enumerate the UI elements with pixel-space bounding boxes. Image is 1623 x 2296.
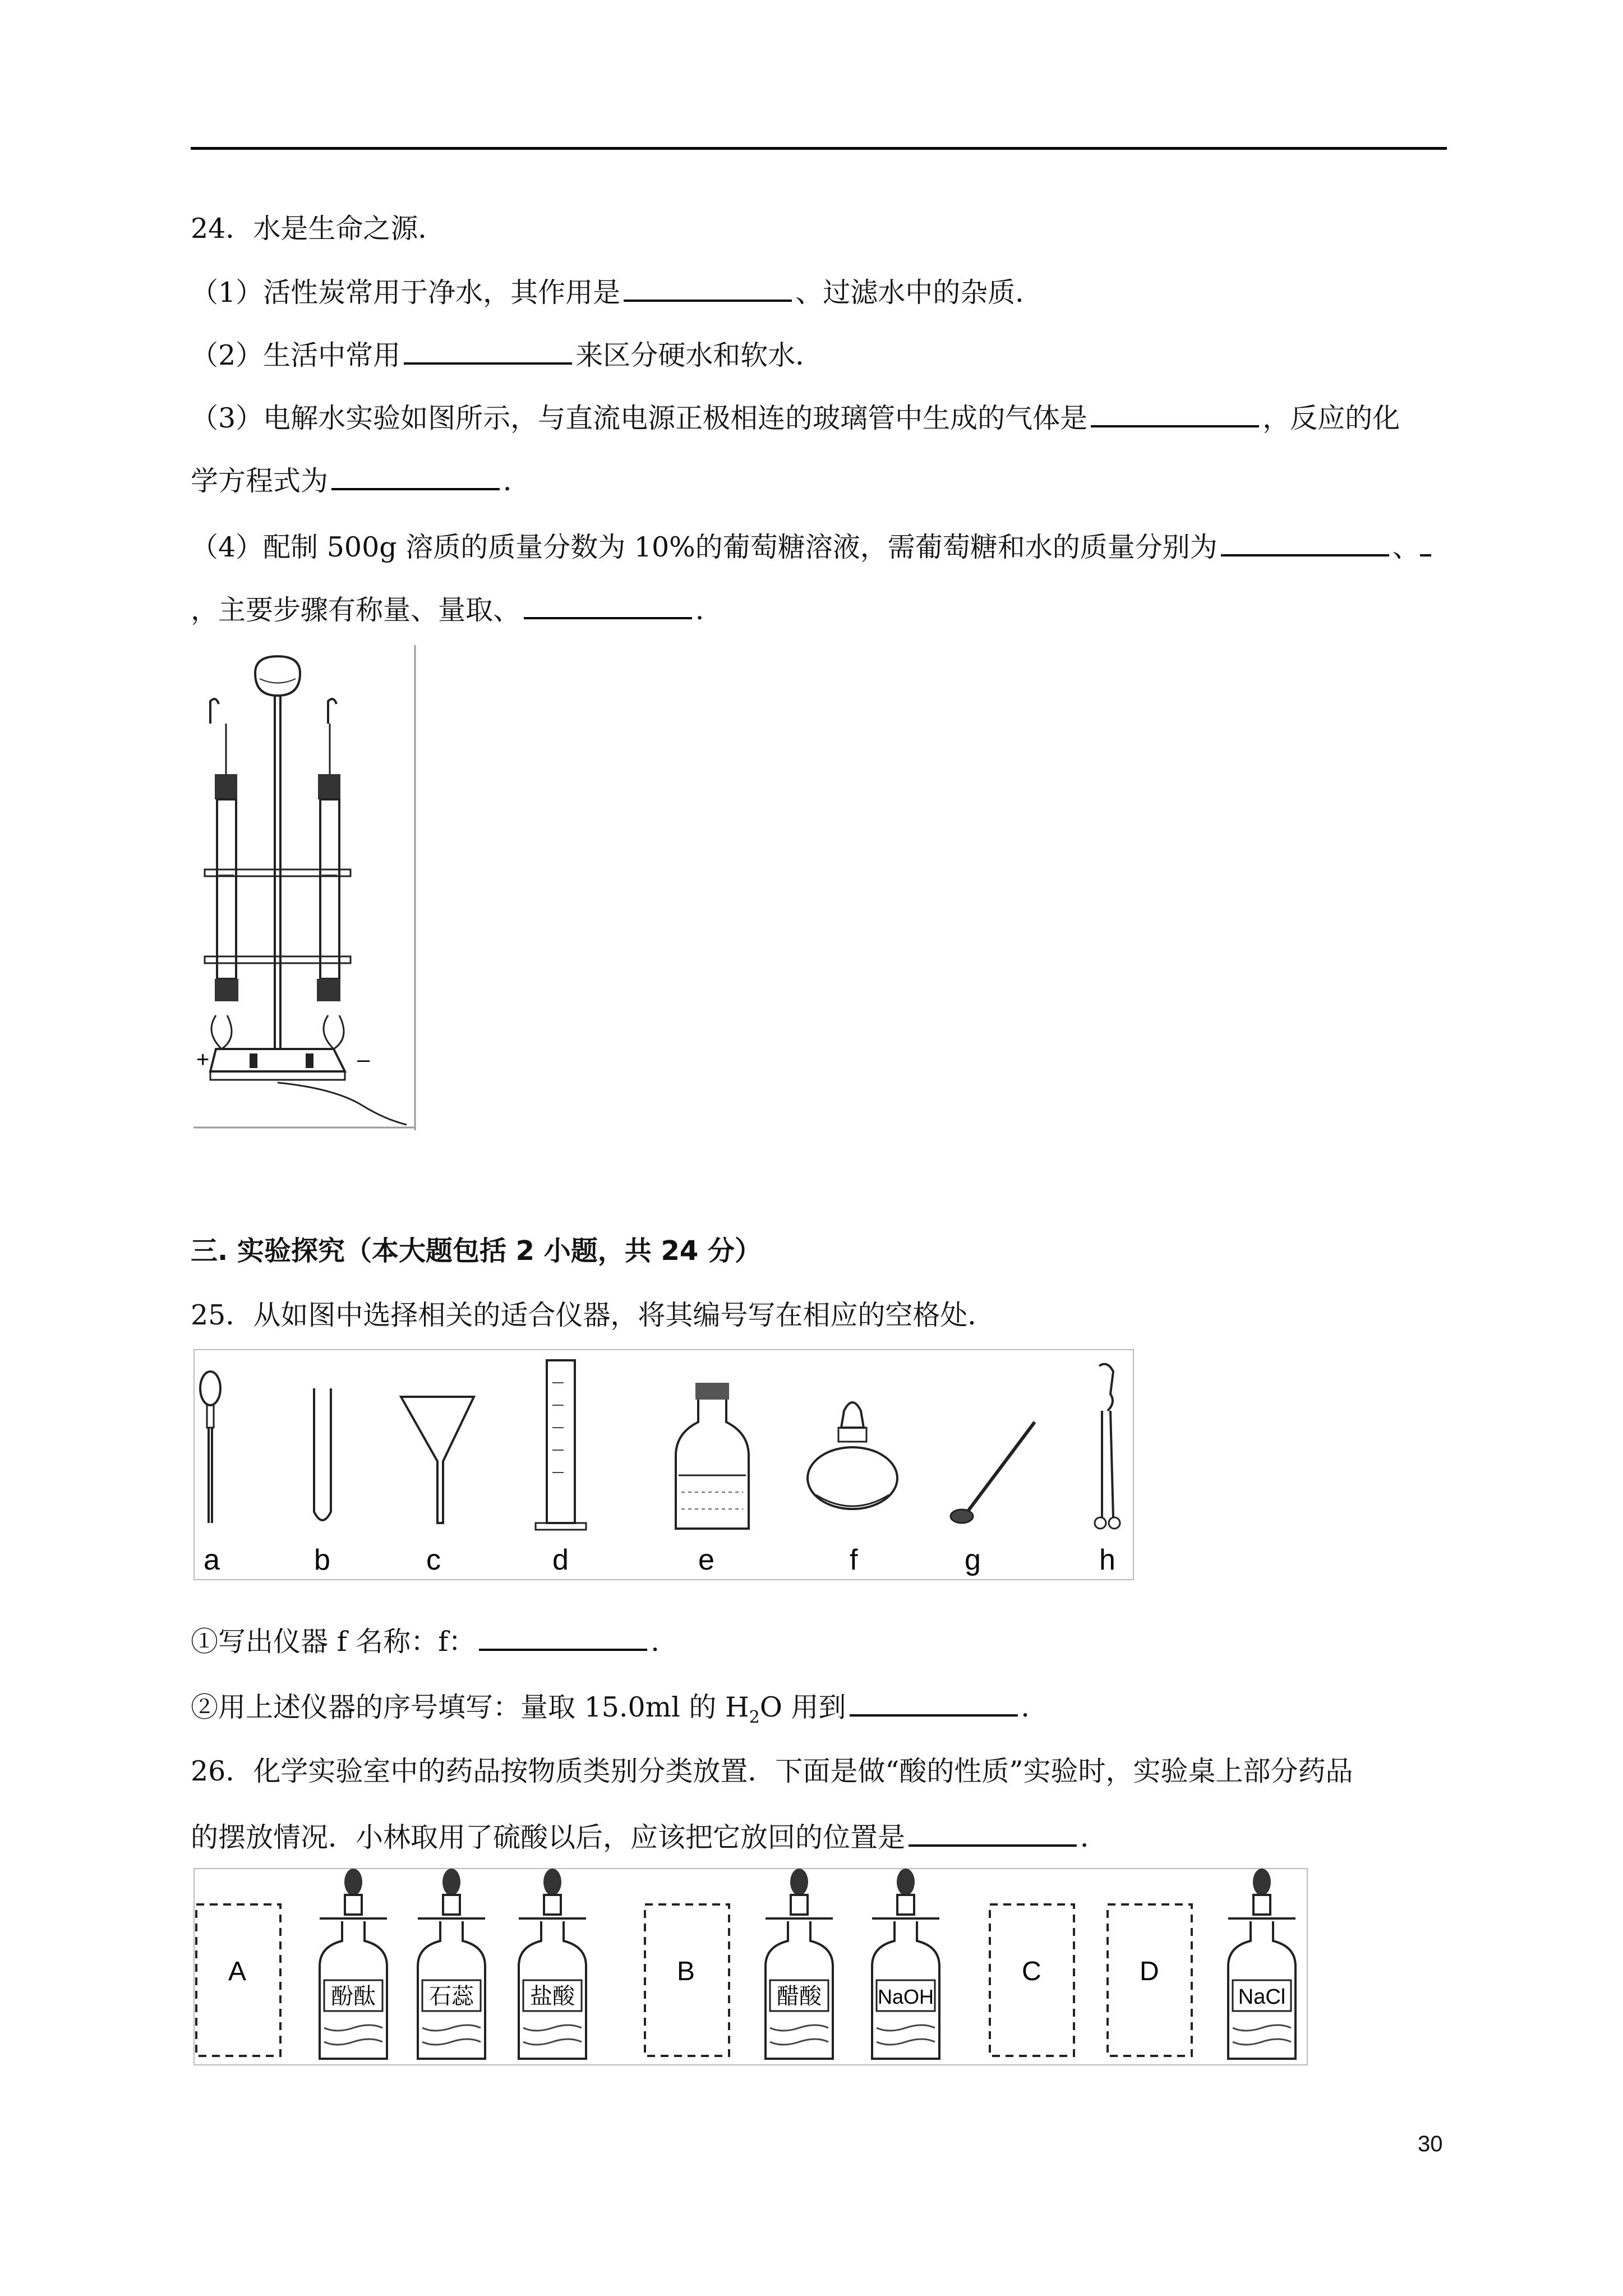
- answer-blank[interactable]: [1420, 530, 1431, 556]
- svg-text:酚酞: 酚酞: [331, 1984, 376, 2009]
- q26-line2: 的摆放情况．小林取用了硫酸以后，应该把它放回的位置是 ．: [191, 1820, 1108, 1855]
- test-tube-icon: [314, 1388, 331, 1520]
- position-label-d: D: [1140, 1957, 1159, 1986]
- position-label-b: B: [677, 1957, 695, 1986]
- crucible-tongs-icon: [1095, 1364, 1120, 1529]
- bottle-sodium-chloride: [1228, 1869, 1295, 2059]
- answer-blank[interactable]: [850, 1690, 1018, 1717]
- instrument-label-c: c: [426, 1544, 441, 1576]
- q24-part3-line2: 学方程式为 ．: [191, 463, 531, 498]
- answer-blank[interactable]: [1091, 401, 1259, 427]
- graduated-cylinder-icon: [536, 1360, 586, 1530]
- alcohol-lamp-icon: [808, 1402, 897, 1509]
- q24-part4-line1: （4）配制 500g 溶质的质量分数为 10%的葡萄糖溶液，需葡萄糖和水的质量分别为 、: [191, 530, 1431, 564]
- reagent-shelf-figure: [193, 1868, 1310, 2067]
- reagent-bottle-icon: [676, 1383, 749, 1529]
- header-rule: [191, 147, 1447, 150]
- answer-blank[interactable]: [1221, 530, 1389, 556]
- bottle-sodium-hydroxide: [872, 1869, 939, 2059]
- instrument-label-e: e: [698, 1544, 714, 1576]
- instrument-label-h: h: [1099, 1544, 1115, 1576]
- q25-title: 25．从如图中选择相关的适合仪器，将其编号写在相应的空格处．: [191, 1299, 995, 1331]
- svg-text:盐酸: 盐酸: [530, 1984, 575, 2009]
- bottle-phenolphthalein: [320, 1869, 387, 2059]
- position-label-c: C: [1022, 1957, 1041, 1986]
- lab-instruments-figure: [193, 1349, 1136, 1582]
- q25-sub2: ②用上述仪器的序号填写：量取 15.0ml 的 $H_2O$ 用到 ．: [191, 1690, 1049, 1734]
- position-label-a: A: [228, 1957, 247, 1986]
- answer-blank[interactable]: [524, 592, 692, 619]
- svg-text:石蕊: 石蕊: [429, 1984, 474, 2009]
- svg-text:NaCl: NaCl: [1238, 1985, 1286, 2009]
- q24-part4-line2: ，主要步骤有称量、量取、 ．: [191, 592, 723, 627]
- q24-part1: （1）活性炭常用于净水，其作用是 、过滤水中的杂质．: [191, 275, 1043, 310]
- funnel-icon: [401, 1397, 474, 1523]
- page-number: 30: [1418, 2132, 1443, 2156]
- instrument-label-f: f: [850, 1544, 858, 1576]
- instrument-label-b: b: [314, 1544, 330, 1576]
- q24-part3-line1: （3）电解水实验如图所示，与直流电源正极相连的玻璃管中生成的气体是 ，反应的化: [191, 401, 1400, 435]
- answer-blank[interactable]: [909, 1820, 1077, 1847]
- instrument-label-d: d: [552, 1544, 569, 1576]
- negative-terminal-label: –: [357, 1047, 370, 1072]
- bottle-acetic-acid: [766, 1869, 833, 2059]
- bottle-hydrochloric-acid: [519, 1869, 586, 2059]
- svg-text:醋酸: 醋酸: [777, 1984, 822, 2009]
- q24-title: 24．水是生命之源．: [191, 213, 446, 245]
- section-heading: 三. 实验探究（本大题包括 2 小题，共 24 分）: [191, 1235, 762, 1267]
- spatula-icon: [951, 1422, 1035, 1523]
- answer-blank[interactable]: [479, 1624, 647, 1651]
- answer-blank[interactable]: [404, 338, 572, 365]
- instrument-label-g: g: [965, 1544, 981, 1576]
- svg-text:NaOH: NaOH: [877, 1985, 934, 2008]
- answer-blank[interactable]: [331, 463, 500, 490]
- instrument-label-a: a: [204, 1544, 220, 1576]
- electrolysis-apparatus-figure: [193, 645, 418, 1130]
- q26-line1: 26．化学实验室中的药品按物质类别分类放置．下面是做“酸的性质”实验时，实验桌上部分药品: [191, 1755, 1353, 1787]
- q25-sub1: ①写出仪器 f 名称：f： ．: [191, 1624, 678, 1659]
- answer-blank[interactable]: [624, 275, 792, 302]
- bottle-litmus: [418, 1869, 485, 2059]
- q24-part2: （2）生活中常用 来区分硬水和软水．: [191, 338, 823, 372]
- positive-terminal-label: +: [196, 1047, 210, 1072]
- dropper-icon: [200, 1372, 220, 1523]
